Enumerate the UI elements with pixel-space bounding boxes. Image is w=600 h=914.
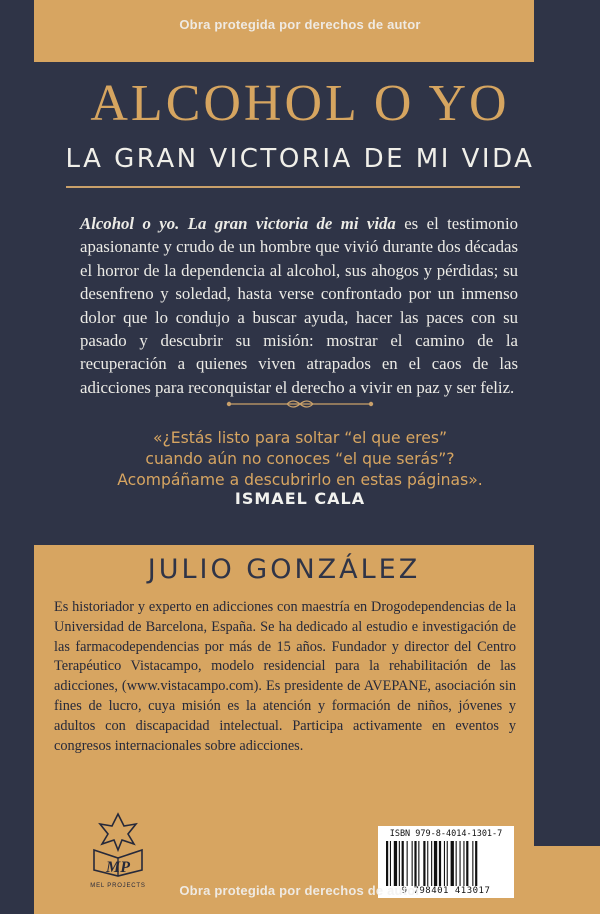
barcode-bar — [407, 841, 408, 886]
barcode-bars — [386, 841, 506, 886]
endorsement-quote — [0, 428, 600, 491]
watermark-bottom: Obra protegida por derechos de autor — [179, 883, 421, 898]
quote-line-2: cuando aún no conoces “el que serás”? — [145, 450, 455, 468]
barcode-bar — [434, 841, 437, 886]
description-title-emphasis: Alcohol o yo. La gran victoria de mi vida — [80, 214, 396, 233]
barcode-bar — [475, 841, 477, 886]
barcode-bar — [456, 841, 457, 886]
barcode-bar — [444, 841, 445, 886]
barcode-bar — [414, 841, 416, 886]
book-description — [80, 212, 518, 399]
barcode-bar — [431, 841, 432, 886]
quote-author: ISMAEL CALA — [234, 489, 366, 508]
barcode-bar — [390, 841, 391, 886]
publisher-name: MEL PROJECTS — [90, 883, 146, 889]
barcode-bar — [399, 841, 400, 886]
book-subtitle: LA GRAN VICTORIA DE MI VIDA — [65, 144, 535, 174]
barcode-bar — [466, 841, 468, 886]
barcode-bar — [463, 841, 464, 886]
barcode-bar — [418, 841, 419, 886]
author-bio: Es historiador y experto en adicciones con maestría en Drogodependencias de la Universidad de Barcelona, España. Se ha dedicado al estudio e investigación de las farmacodependencias por más de 15 años. Fundador y director del Centro Terapéutico Vistacampo, modelo residencial para la rehabilitación de las adicciones, (www.vistacampo.com). Es presidente de AVEPANE, asociación sin fines de lucro, cuya misión es la atención y formación de niños, jóvenes y adultos con discapacidad intelectual. Participa activamente en eventos y congresos internacionales sobre adicciones. — [54, 599, 516, 754]
isbn-label: ISBN 979-8-4014-1301-7 — [389, 829, 503, 839]
book-title: ALCOHOL O YO — [90, 75, 510, 132]
barcode-number: 9 798401 413017 — [401, 886, 491, 896]
publisher-logo-letters: MP — [106, 859, 130, 876]
quote-line-3: Acompáñame a descubrirlo en estas páginas». — [117, 471, 483, 489]
watermark-top: Obra protegida por derechos de autor — [179, 17, 421, 32]
barcode-bar — [439, 841, 441, 886]
barcode-bar — [472, 841, 473, 886]
barcode-bar — [412, 841, 413, 886]
corner-accent — [534, 846, 600, 914]
barcode-bar — [423, 841, 425, 886]
barcode-bar — [402, 841, 404, 886]
barcode-bar — [427, 841, 428, 886]
barcode-bar — [386, 841, 388, 886]
barcode-bar — [460, 841, 461, 886]
author-name: JULIO GONZÁLEZ — [147, 554, 421, 585]
description-text: es el testimonio apasionante y crudo de un hombre que vivió durante dos décadas el horror de la dependencia al alcohol, sus ahogos y pérdidas; su desenfreno y soledad, hasta verse confrontado por un inmenso dolor que lo condujo a buscar ayuda, hacer las paces con su pasado y descubrir su misión: mostrar el camino de la recuperación a quienes viven atrapados en el caos de las adicciones para reconquistar el derecho a vivir en paz y ser feliz. — [80, 214, 518, 397]
barcode-bar — [451, 841, 454, 886]
barcode-bar — [394, 841, 397, 886]
barcode-bar — [447, 841, 448, 886]
title-divider — [66, 186, 520, 188]
ornament-divider — [225, 396, 375, 412]
publisher-logo-icon — [88, 810, 148, 890]
quote-line-1: «¿Estás listo para soltar “el que eres” — [152, 429, 448, 447]
